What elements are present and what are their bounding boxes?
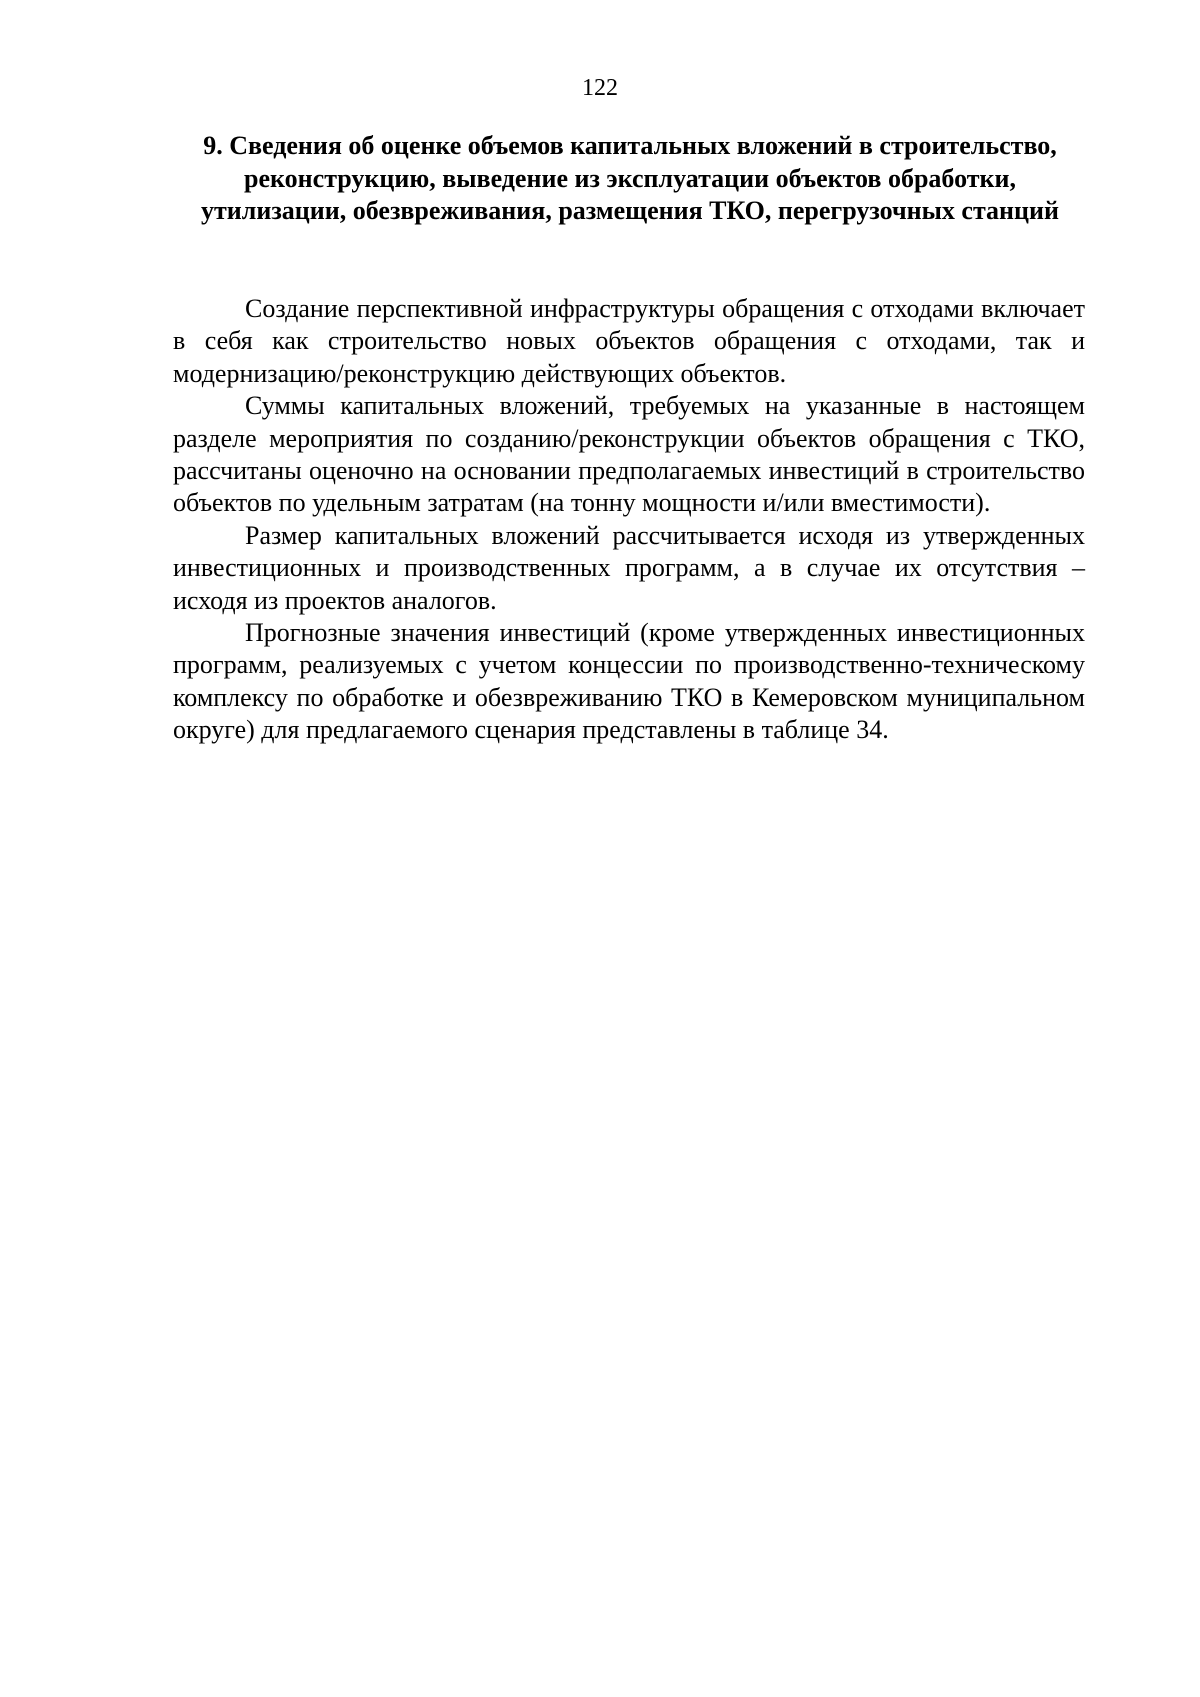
paragraph-investment-estimate: Суммы капитальных вложений, требуемых на указанные в настоящем разделе мероприятия по созданию/реконструкции объектов обращения с ТКО, рассчитаны оценочно на основании предполагаемых инвестиций в строительство объектов по удельным затратам (на тонну мощности и/или вместимости). bbox=[173, 391, 1085, 518]
paragraph-forecast-values: Прогнозные значения инвестиций (кроме утвержденных инвестиционных программ, реализуемых с учетом концессии по производственно-техническому комплексу по обработке и обезвреживанию ТКО в Кемеровском муниципальном округе) для предлагаемого сценария представлены в таблице 34. bbox=[173, 618, 1085, 745]
section-title: 9. Сведения об оценке объемов капитальных вложений в строительство, реконструкцию, выведение из эксплуатации объектов обработки, утилизации, обезвреживания, размещения ТКО, перегрузочных станций bbox=[201, 131, 1059, 225]
page-number: 122 bbox=[582, 75, 618, 101]
document-body bbox=[173, 293, 1085, 747]
paragraph-capital-size: Размер капитальных вложений рассчитывается исходя из утвержденных инвестиционных и производственных программ, а в случае их отсутствия – исходя из проектов аналогов. bbox=[173, 520, 1085, 615]
paragraph-infrastructure: Создание перспективной инфраструктуры обращения с отходами включает в себя как строительство новых объектов обращения с отходами, так и модернизацию/реконструкцию действующих объектов. bbox=[173, 294, 1085, 388]
